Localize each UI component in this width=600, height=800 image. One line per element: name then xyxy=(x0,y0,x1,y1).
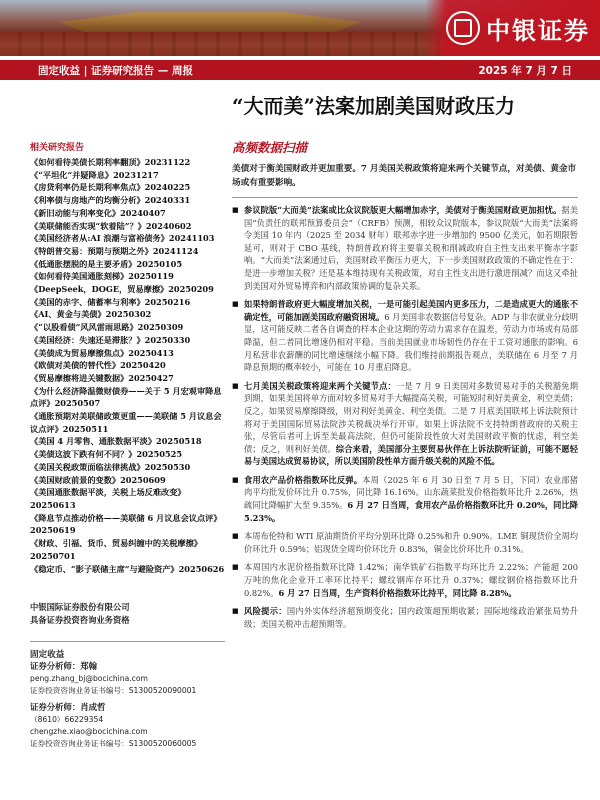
analyst-email: chengzhe.xiao@bocichina.com xyxy=(30,727,148,737)
bullet-item xyxy=(232,530,578,555)
related-report-item[interactable]: 《美国财政前景的变数》20250609 xyxy=(30,474,166,485)
sidebar xyxy=(30,140,225,800)
bullet-text: 据美国“负责任的联邦预算委员会”（CRFB）预测，相较众议院版本，参议院版“大而美”法案将令美国 10 年内（2025 至 2034 财年）联邦赤字进一步增加约 9500 亿美元，如若期限暂延可，则对于 CBO 基线，特朗普政府将主要靠关税和削减政府自主性支出来平衡赤字影响。“大而美”法案通过后，美国财政平衡压力更大，下一步美国财政政策的不确定性在于：是进一步增加关税？还是基本维持现有关税政策，对自主性支出进行激进削减？而这又牵扯到美国对外贸易博弈和内部政策协调的复杂关系。 xyxy=(244,205,578,291)
analyst-cert: 证券投资咨询业务证书编号：S1300520060005 xyxy=(30,739,197,749)
bullet-text: 本周（2025 年 6 月 30 日至 7 月 5 日，下同）农业部猪肉平均批发价环比升 0.75%，同比降 16.16%。山东蔬菜批发价格指数环比升 2.26%，热疏同比降幅扩大至 9.35%。 xyxy=(244,474,579,511)
related-report-item[interactable]: 《美国经济：失速还是滞胀？》20250330 xyxy=(30,334,191,345)
analyst-name: 肖成哲 xyxy=(80,702,106,713)
analyst-name: 郑翰 xyxy=(80,661,97,672)
bullet-text: 本周布伦特和 WTI 原油期货价平均分别环比降 0.25%和升 0.90%。LME 铜现货价全周均价环比升 0.59%；铝现货全周均价环比升 0.83%，铜金比价环比升 0.31%。 xyxy=(244,531,578,554)
related-report-item[interactable]: 《美债成为贸易摩擦焦点》20250413 xyxy=(30,347,174,358)
header-banner xyxy=(0,0,600,56)
analyst-cert: 证券投资咨询业务证书编号：S1300520090001 xyxy=(30,686,197,696)
related-report-item[interactable]: 《如何看待美国通胀刻梯》20250119 xyxy=(30,271,174,282)
report-info-bar xyxy=(0,60,600,80)
report-subtitle: 高频数据扫描 xyxy=(232,140,308,155)
related-report-item[interactable]: 《美国关税政策面临法律挑战》20250530 xyxy=(30,461,191,472)
related-report-item[interactable]: 《利率债与房地产的均衡分析》20240331 xyxy=(30,195,191,206)
related-reports-list xyxy=(30,156,225,575)
related-report-item[interactable]: 《新旧动能与利率变化》20240407 xyxy=(30,207,166,218)
bullet-bold-conclusion: 6 月 27 日当周，食用农产品价格指数环比升 0.20%，同比降 5.23%。 xyxy=(244,500,578,523)
brand-name: 中银证券 xyxy=(486,16,590,45)
report-date: 2025 年 7 月 7 日 xyxy=(478,64,572,77)
bullet-item xyxy=(232,204,578,292)
related-report-item[interactable]: 《财政、引福、货币、贸易纠缠中的关税摩擦》20250701 xyxy=(30,538,202,561)
bullet-item xyxy=(232,605,578,630)
related-report-item[interactable]: 《“平坦化”并疑降息》20231217 xyxy=(30,169,159,180)
analyst-label: 证券分析师： xyxy=(30,702,81,713)
brand-logo xyxy=(425,0,600,56)
related-report-item[interactable]: 《降息节点推动价格——美联储 6 月议息会议点评》20250619 xyxy=(30,512,222,536)
related-report-item[interactable]: 《欧债对美债的替代性》20250420 xyxy=(30,360,166,371)
analysts-heading: 固定收益 xyxy=(30,641,225,660)
bullet-bold: 如果特朗普政府更大幅度增加关税，一是可能引起美国内更多压力，二是造成更大的通胀不确定性，可能加剧美国政府融资困境。 xyxy=(244,299,578,322)
bullet-text: 本周国内水泥价格指数环比降 1.42%；南华铁矿石指数平均环比升 2.22%；产能超 200 万吨的焦化企业开工率环比持平；螺纹钢库存环比升 0.37%；螺纹钢价格指数环比升 0.82%。 xyxy=(244,562,578,598)
analyst-label: 证券分析师： xyxy=(30,661,81,672)
related-report-item[interactable]: 《DeepSeek，DOGE，贸易摩擦》20250209 xyxy=(30,284,214,295)
analyst-email: peng.zhang_bj@bocichina.com xyxy=(30,674,148,684)
bullet-bold: 食用农产品价格指数环比反弹。 xyxy=(244,474,363,485)
institution-info xyxy=(30,601,225,627)
report-category: 固定收益 | 证券研究报告 — 周报 xyxy=(38,64,193,77)
related-report-item[interactable]: 《通胀预期对美联储政策更重——美联储 5 月议息会议点评》20250511 xyxy=(30,411,222,434)
related-report-item[interactable]: 《美联储能否实现“软着陆”？》20240602 xyxy=(30,220,192,231)
lead-summary: 美债对于衡美国财政并更加重要。7 月美国关税政策将迎来两个关键节点，对美债、黄金市场或有重要影响。 xyxy=(232,163,578,198)
related-report-item[interactable]: 《美国的赤字、储蓄率与利率》20250216 xyxy=(30,296,191,307)
related-report-item[interactable]: 《如何看待美债长期利率翻顶》20231122 xyxy=(30,157,191,167)
bullet-text: 国内外实体经济超预期变化；国内政策超预期收紧；国际地缘政治紧张局势升级；美国关税冲击超预期等。 xyxy=(244,606,579,629)
related-report-item[interactable]: 《低通胀摆脱的是主要矛盾》20250105 xyxy=(30,258,183,269)
related-report-item[interactable]: 《美债这波下跌有何不同？》20250525 xyxy=(30,449,183,460)
related-reports-heading: 相关研究报告 xyxy=(30,143,85,153)
related-report-item[interactable]: 《美国经济者从:AI 浪潮与富裕债务》20241103 xyxy=(30,233,215,244)
bullet-bold-conclusion: 综合来看，美国部分主要贸易伙伴在上诉法院听证前，可能不愿轻易与美国达成贸易协议，所以美国阶段性单方面升级关税的风险不低。 xyxy=(244,443,579,467)
forbidden-city-roof-image xyxy=(60,10,360,32)
bullet-text: 一是 7 月 9 日美国对多数贸易对手的关税豁免期到期，如果美国将单方面对较多贸易对手大幅提高关税，可能短时利好美黄金，利空美债；反之，如果贸易摩擦降级，则对利好美黄金、利空美债。二是 7 月底美国联邦上诉法院预计将对于美国国际贸易法院涉关税裁决举行开审。如果上诉法院不支持特朗普政府的关税主张，尽管后者可上诉至美最高法院，但仍可能阶段性放大对美国财政平衡的忧虑，利空美债；反之，则利好美债。 xyxy=(244,380,579,454)
related-report-item[interactable]: 《美国 4 月零售、通胀数据平淡》20250518 xyxy=(30,436,202,447)
related-report-item[interactable]: 《为什么经济降温微财债券——关于 5 月宏观审降息点评》20250507 xyxy=(30,385,222,409)
bullet-bold-conclusion: 6 月 27 日当周，生产资料价格指数环比持平，同比降 8.28%。 xyxy=(278,587,517,598)
bullet-item xyxy=(232,298,578,374)
bullet-item xyxy=(232,380,578,468)
bullet-item xyxy=(232,474,578,524)
bullet-bold: 风险提示： xyxy=(244,606,287,617)
analyst-block xyxy=(30,660,225,750)
related-report-item[interactable]: 《“以股看债”风风雷雨思路》20250309 xyxy=(30,322,184,333)
institution-name: 中银国际证券股份有限公司 具备证券投资咨询业务资格 xyxy=(30,602,130,626)
main-content xyxy=(232,84,578,630)
bullet-bold: 参议院版“大而美”法案或比众议院版更大幅增加赤字，美债对于衡美国财政更加担忧。 xyxy=(244,205,562,215)
bank-of-china-logo-icon xyxy=(446,11,480,45)
related-report-item[interactable]: 《特朗普交易：预期与预期之外》20241124 xyxy=(30,245,199,256)
related-report-item[interactable]: 《贸易摩擦将进关键数据》20250427 xyxy=(30,372,174,383)
related-report-item[interactable]: 《稳定币、“影子联储主席”与避险资产》20250626 xyxy=(30,563,225,574)
related-report-item[interactable]: 《美国通胀数据平淡，关税上场反难改变》20250613 xyxy=(30,487,186,510)
bullet-bold: 七月美国关税政策将迎来两个关键节点： xyxy=(244,380,396,391)
bullet-text: 6 月美国非农数据信号复杂。ADP 与非农就业分歧明显，这可能反映二者各自调查的样本企业这期的劳动力需求存在温差，劳动力市场或有局部降温，但二者同比增速仍相对平稳。当前美国就业市场韧性仍存在于工资对通胀的影响。6 月私营非农薪酬的同比增速继续小幅下降。我们维持前期报告观点，美联储在 6 月至 7 月降息预期的概率较小，可能在 10 月重启降息。 xyxy=(244,311,578,373)
bullet-item xyxy=(232,561,578,599)
related-report-item[interactable]: 《AI、黄金与美债》20250302 xyxy=(30,309,152,320)
related-report-item[interactable]: 《房贷利率仍是长期利率焦点》20240225 xyxy=(30,182,191,193)
analyst-phone: （8610）66229354 xyxy=(30,715,104,725)
report-title: “大而美”法案加剧美国财政压力 xyxy=(232,94,516,118)
